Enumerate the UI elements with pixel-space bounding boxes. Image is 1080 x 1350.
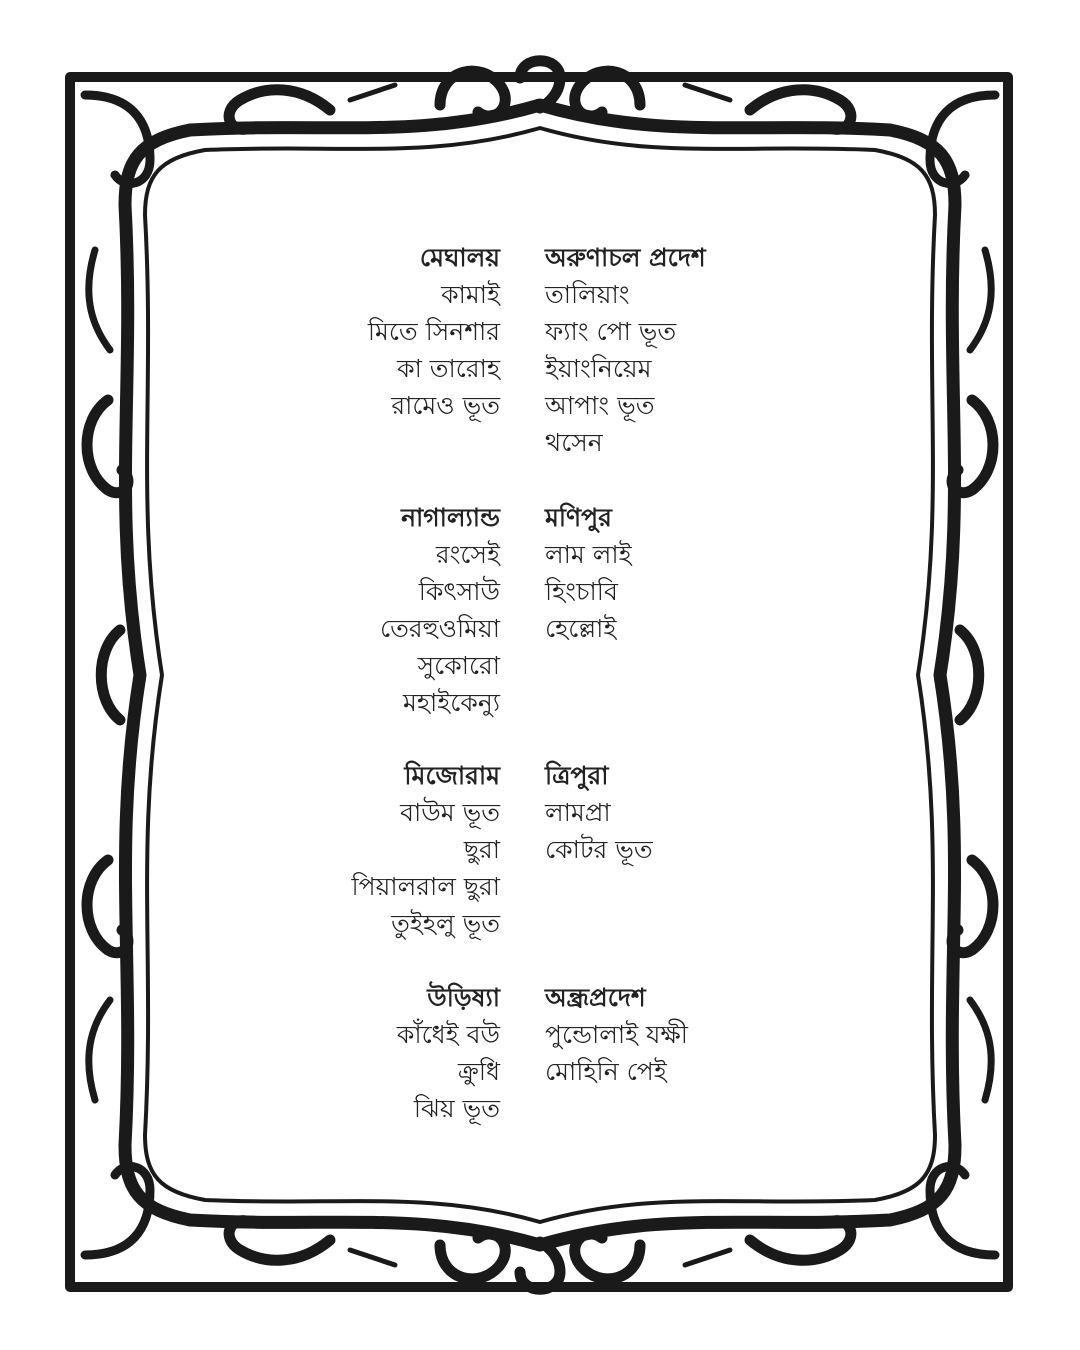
state-heading: ত্রিপুরা: [545, 761, 609, 790]
state-heading: মণিপুর: [545, 503, 612, 532]
ghost-name-item: পিয়ালরাল ছুরা: [351, 872, 500, 901]
state-heading: নাগাল্যান্ড: [401, 503, 500, 532]
state-heading: উড়িষ্যা: [427, 983, 500, 1012]
ghost-name-item: কাঁধেই বউ: [396, 1020, 500, 1049]
top-ornament: [229, 61, 851, 130]
section-0-left-column: [368, 240, 500, 424]
inner-wavy-frame: [145, 128, 935, 1222]
ghost-name-item: কামাই: [441, 280, 500, 309]
ghost-name-item: মহাইকেন্যু: [403, 688, 500, 717]
ghost-name-item: ছুরা: [463, 835, 500, 864]
ghost-name-item: রামেও ভূত: [391, 391, 500, 420]
ghost-name-item: ফ্যাং পো ভূত: [545, 317, 677, 346]
ghost-name-item: থসেন: [545, 428, 603, 457]
ghost-name-item: পুন্ডোলাই যক্ষী: [545, 1020, 688, 1049]
section-1-right-column: [545, 500, 632, 647]
bottom-ornament: [229, 1221, 851, 1290]
ghost-name-item: কিৎসাউ: [418, 577, 500, 606]
outer-wavy-frame: [125, 105, 955, 1245]
ghost-name-item: আপাং ভূত: [545, 391, 655, 420]
state-heading: অন্ধ্রপ্রদেশ: [545, 983, 646, 1012]
section-0-right-column: [545, 240, 706, 461]
outer-border: [70, 77, 1008, 1287]
state-heading: মিজোরাম: [404, 761, 500, 790]
ghost-name-item: মোহিনি পেই: [545, 1057, 667, 1086]
corner-ornaments: [85, 95, 995, 1255]
ghost-name-item: হেল্লোই: [545, 614, 617, 643]
ghost-name-item: ঝিয় ভূত: [413, 1094, 500, 1123]
ghost-name-item: লাম লাই: [545, 540, 632, 569]
ghost-name-item: সুকোরো: [417, 651, 500, 680]
ghost-name-item: কোটর ভূত: [545, 835, 653, 864]
ghost-name-item: ক্রুধি: [457, 1057, 500, 1086]
ghost-name-item: হিংচাবি: [545, 577, 618, 606]
state-heading: অরুণাচল প্রদেশ: [545, 243, 706, 272]
state-heading: মেঘালয়: [419, 243, 500, 272]
section-2-left-column: [352, 758, 500, 942]
ghost-name-item: রংসেই: [435, 540, 500, 569]
section-3-right-column: [545, 980, 688, 1090]
ghost-name-item: লামপ্রা: [545, 798, 611, 827]
ghost-name-item: তুইহলু ভূত: [391, 909, 500, 938]
section-2-right-column: [545, 758, 653, 868]
ghost-name-item: বাউম ভূত: [400, 798, 500, 827]
ghost-name-item: ইয়াংনিয়েম: [545, 354, 652, 383]
section-1-left-column: [380, 500, 500, 721]
section-3-left-column: [397, 980, 500, 1127]
ghost-name-item: কা তারোহ: [397, 354, 500, 383]
ghost-name-item: তালিয়াং: [545, 280, 630, 309]
ghost-name-item: মিতে সিনশার: [367, 317, 500, 346]
ghost-name-item: তেরহুওমিয়া: [379, 614, 500, 643]
